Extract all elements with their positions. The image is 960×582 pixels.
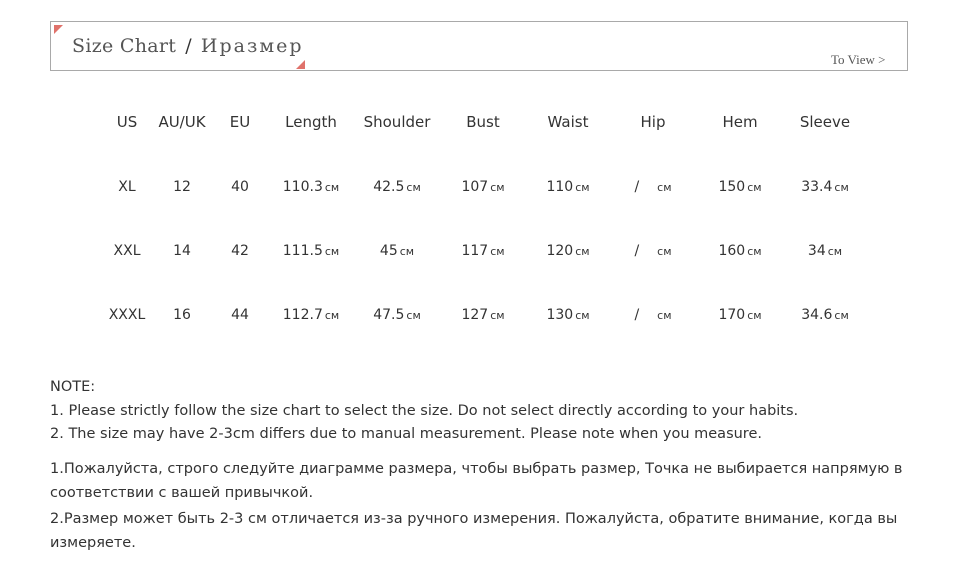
cell-value: / (634, 179, 640, 195)
cell-hem (718, 179, 761, 195)
cell-value: 47.5 (373, 307, 405, 323)
to-view-link[interactable]: To View > (831, 52, 886, 67)
cell-value: XXXL (108, 307, 146, 323)
cell-value: 42 (231, 243, 249, 259)
note-ru-2: 2.Размер может быть 2-3 см отличается из-за ручного измерения. Пожалуйста, обратите внимание, когда вы измеряете. (50, 511, 898, 551)
title-russian: Иразмер (200, 35, 304, 57)
title-english: Size Chart (72, 35, 177, 57)
cell-value: 45 (379, 243, 398, 259)
unit-label: см (324, 245, 340, 258)
cell-value: XL (118, 179, 136, 195)
cell-hip (634, 307, 671, 323)
cell-hip (634, 243, 671, 259)
cell-us (109, 307, 146, 323)
cell-value: 117 (461, 243, 489, 259)
unit-label: см (406, 309, 421, 322)
unit-label: см (747, 181, 762, 194)
unit-label: см (324, 309, 340, 322)
cell-sleeve (801, 307, 849, 323)
cell-bust (461, 307, 504, 323)
column-header-bust: Bust (466, 113, 500, 131)
cell-value: 42.5 (373, 179, 405, 195)
cell-length (283, 307, 339, 323)
cell-us (118, 179, 135, 195)
column-header-sleeve: Sleeve (799, 113, 851, 131)
cell-value: 130 (546, 307, 574, 323)
cell-shoulder (380, 243, 414, 259)
cell-value: 112.7 (282, 307, 323, 323)
cell-value: / (634, 243, 640, 259)
unit-label: см (575, 181, 590, 194)
cell-hem (718, 307, 761, 323)
cell-eu (231, 307, 249, 323)
column-header-us: US (116, 113, 138, 131)
unit-label: см (575, 245, 590, 258)
unit-label: см (657, 309, 672, 322)
cell-value: 120 (546, 243, 574, 259)
cell-shoulder (373, 307, 421, 323)
cell-value: 160 (718, 243, 746, 259)
cell-auuk (173, 243, 191, 259)
cell-value: 33.4 (801, 179, 833, 195)
notes-english (50, 376, 930, 447)
cell-value: XXL (113, 243, 141, 259)
cell-bust (461, 243, 504, 259)
unit-label: см (399, 245, 415, 258)
note-heading: NOTE: (50, 379, 96, 395)
cell-value: 150 (718, 179, 746, 195)
cell-sleeve (808, 243, 842, 259)
cell-sleeve (801, 179, 849, 195)
cell-value: 111.5 (282, 243, 323, 259)
cell-bust (461, 179, 504, 195)
column-header-waist: Waist (547, 113, 589, 131)
cell-value: 34 (807, 243, 826, 259)
unit-label: см (657, 181, 672, 194)
cell-value: 34.6 (801, 307, 833, 323)
unit-label: см (490, 181, 505, 194)
notes-russian (50, 458, 920, 558)
cell-shoulder (373, 179, 421, 195)
unit-label: см (490, 245, 505, 258)
unit-label: см (834, 181, 849, 194)
cell-waist (546, 307, 589, 323)
unit-label: см (324, 181, 340, 194)
column-header-hem: Hem (722, 113, 758, 131)
cell-auuk (173, 179, 191, 195)
unit-label: см (834, 309, 849, 322)
cell-value: / (634, 307, 640, 323)
cell-hem (718, 243, 761, 259)
cell-value: 44 (231, 307, 249, 323)
unit-label: см (747, 309, 762, 322)
cell-value: 170 (718, 307, 746, 323)
column-header-auuk: AU/UK (158, 113, 206, 131)
cell-auuk (173, 307, 191, 323)
unit-label: см (490, 309, 505, 322)
cell-hip (634, 179, 671, 195)
note-line-1: 1. Please strictly follow the size chart to select the size. Do not select directly according to your habits. (50, 402, 799, 419)
column-header-hip: Hip (640, 113, 666, 131)
column-header-eu: EU (229, 113, 251, 131)
cell-value: 14 (173, 243, 191, 259)
cell-length (283, 243, 339, 259)
cell-length (283, 179, 339, 195)
unit-label: см (747, 245, 762, 258)
note-line-2: 2. The size may have 2-3cm differs due to manual measurement. Please note when you measure. (50, 426, 762, 442)
unit-label: см (827, 245, 843, 258)
cell-value: 12 (173, 179, 191, 195)
cell-value: 16 (173, 307, 191, 323)
cell-value: 110.3 (282, 179, 323, 195)
cell-value: 40 (231, 179, 249, 195)
cell-value: 107 (461, 179, 489, 195)
cell-eu (231, 243, 249, 259)
cell-waist (546, 243, 589, 259)
unit-label: см (657, 245, 672, 258)
cell-eu (231, 179, 249, 195)
unit-label: см (406, 181, 421, 194)
unit-label: см (575, 309, 590, 322)
cell-value: 127 (461, 307, 489, 323)
cell-value: 110 (546, 179, 574, 195)
column-header-shoulder: Shoulder (363, 113, 431, 131)
cell-us (114, 243, 141, 259)
column-header-length: Length (285, 113, 337, 131)
note-ru-1: 1.Пожалуйста, строго следуйте диаграмме размера, чтобы выбрать размер, Точка не выбирается напрямую в соответствии с вашей привычкой. (50, 461, 903, 501)
cell-waist (546, 179, 589, 195)
title-separator: / (185, 35, 192, 57)
